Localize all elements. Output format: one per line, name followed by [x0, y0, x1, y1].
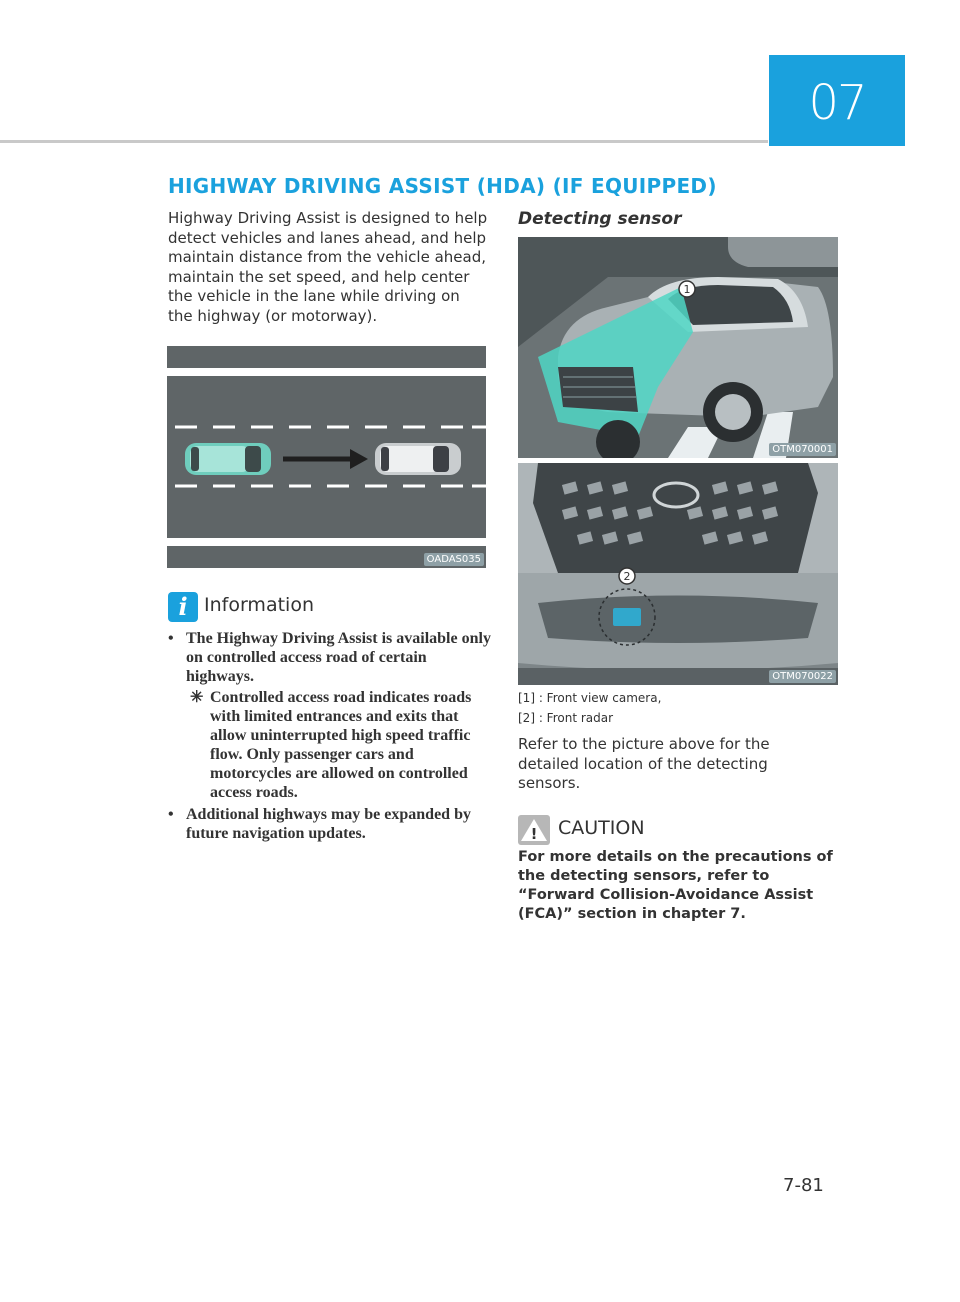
information-note [190, 688, 490, 801]
detecting-sensor-title: Detecting sensor [518, 209, 682, 229]
section-title: HIGHWAY DRIVING ASSIST (HDA) (IF EQUIPPED) [168, 174, 717, 198]
bullet-text: Additional highways may be expanded by future navigation updates. [186, 806, 471, 842]
note-text: Controlled access road indicates roads with limited entrances and exits that allow uninterrupted high speed traffic flow. Only passenger cars and motorcycles are allowed on controlled access roads. [210, 689, 472, 801]
header-rule [0, 140, 768, 143]
figure-code: OTM070022 [769, 670, 836, 683]
front-radar-svg [518, 463, 838, 685]
info-icon: i [168, 592, 198, 622]
front-camera-illustration [518, 237, 838, 458]
callout-2: 2 [623, 570, 631, 583]
bullet-dot: • [168, 630, 174, 647]
information-bullet [168, 805, 493, 845]
warning-symbol: ! [530, 825, 538, 843]
page-number: 7-81 [783, 1175, 824, 1196]
chapter-tab: 07 [769, 55, 905, 146]
note-asterisk-icon: ✳ [190, 689, 204, 706]
caution-text: For more details on the precautions of the detecting sensors, refer to “Forward Collision-Avoidance Assist (FCA)” section in chapter 7. [518, 849, 833, 922]
warning-icon [518, 815, 550, 845]
front-radar-illustration [518, 463, 838, 685]
figure-code: OTM070001 [769, 443, 836, 456]
information-bullet [168, 629, 493, 689]
own-vehicle [185, 443, 271, 475]
information-label: Information [204, 594, 314, 616]
intro-paragraph: Highway Driving Assist is designed to help detect vehicles and lanes ahead, and help maintain distance from the vehicle ahead, maintain the set speed, and help center the vehicle in the lane while driving on the highway (or motorway). [168, 209, 488, 325]
bullet-text: The Highway Driving Assist is available only on controlled access road of certain highways. [186, 630, 491, 685]
front-camera-svg [518, 237, 838, 458]
sensor-legend-camera: [1] : Front view camera, [518, 691, 662, 705]
highway-svg [167, 346, 486, 568]
figure-code: OADAS035 [424, 553, 484, 566]
bullet-dot: • [168, 806, 174, 823]
sensor-legend-radar: [2] : Front radar [518, 711, 614, 725]
lead-vehicle [375, 443, 461, 475]
callout-1: 1 [683, 283, 691, 296]
caution-label: CAUTION [558, 817, 645, 839]
sensor-description: Refer to the picture above for the detailed location of the detecting sensors. [518, 735, 770, 792]
highway-illustration [167, 346, 486, 568]
